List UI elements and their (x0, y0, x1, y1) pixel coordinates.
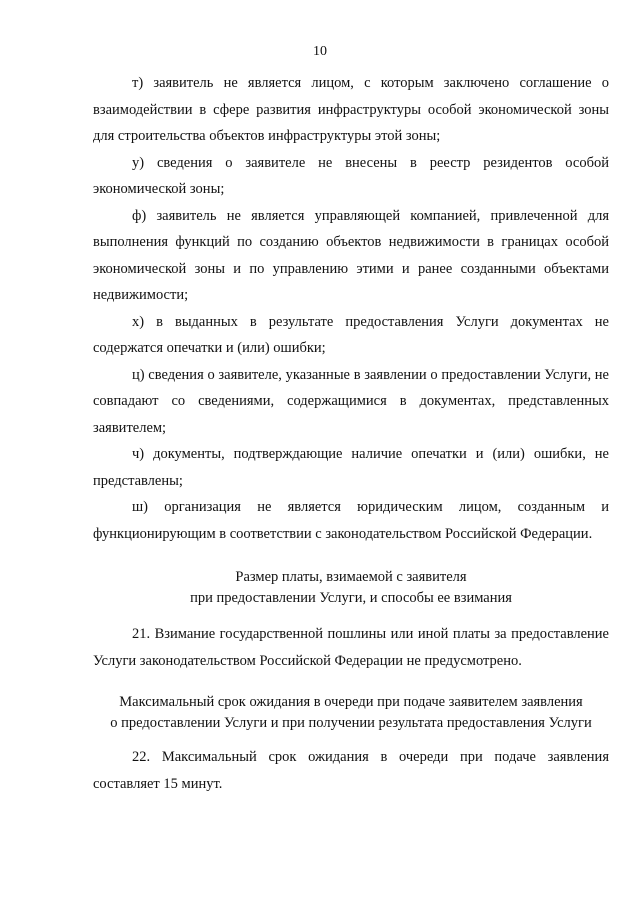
heading-fee (93, 567, 609, 609)
heading-fee-line2: при предоставлении Услуги, и способы ее взимания (190, 590, 512, 606)
heading-queue-line2: о предоставлении Услуги и при получении результата предоставления Услуги (110, 715, 592, 731)
item-t: т) заявитель не является лицом, с которым заключено соглашение о взаимодействии в сфере развития инфраструктуры особой экономической зоны для строительства объектов инфраструктуры этой зоны; (93, 75, 609, 144)
item-u: у) сведения о заявителе не внесены в реестр резидентов особой экономической зоны; (93, 154, 609, 197)
page-number: 10 (313, 44, 327, 59)
page-content (93, 70, 609, 797)
item-ts: ц) сведения о заявителе, указанные в заявлении о предоставлении Услуги, не совпадают со сведениями, содержащимися в документах, представленных заявителем; (93, 366, 609, 436)
heading-fee-line1: Размер платы, взимаемой с заявителя (235, 569, 467, 585)
paragraph-21: 21. Взимание государственной пошлины или иной платы за предоставление Услуги законодательством Российской Федерации не предусмотрено. (93, 626, 609, 669)
heading-queue-line1: Максимальный срок ожидания в очереди при подаче заявителем заявления (119, 694, 583, 710)
item-sh: ш) организация не является юридическим лицом, созданным и функционирующим в соответствии с законодательством Российской Федерации. (93, 499, 609, 542)
item-ch: ч) документы, подтверждающие наличие опечатки и (или) ошибки, не представлены; (93, 446, 609, 489)
item-f: ф) заявитель не является управляющей компанией, привлеченной для выполнения функций по созданию объектов недвижимости в границах особой экономической зоны и по управлению этими и ранее созданными объектами недвижимости; (93, 207, 609, 303)
paragraph-22: 22. Максимальный срок ожидания в очереди при подаче заявления составляет 15 минут. (93, 749, 609, 792)
heading-queue (93, 692, 609, 734)
item-kh: х) в выданных в результате предоставления Услуги документах не содержатся опечатки и (или) ошибки; (93, 313, 609, 356)
